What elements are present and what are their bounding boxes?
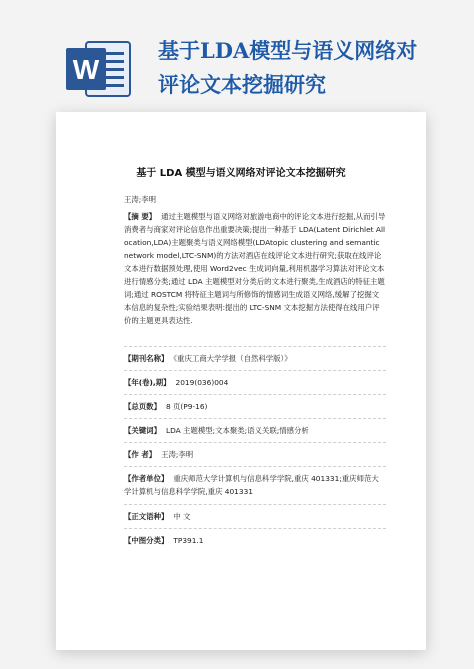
divider — [124, 346, 386, 347]
field-label: 【年(卷),期】 — [124, 378, 171, 387]
field-label: 【摘 要】 — [124, 212, 157, 221]
field-classification — [124, 534, 386, 547]
divider — [124, 504, 386, 505]
document-authors: 王涛;李明 — [124, 195, 157, 204]
divider — [124, 418, 386, 419]
document-title: 基于 LDA 模型与语义网络对评论文本挖掘研究 — [136, 168, 346, 179]
document-page — [56, 112, 426, 650]
word-icon-letter: W — [72, 54, 100, 85]
field-value: 王涛;李明 — [161, 450, 194, 459]
field-value: LDA 主题模型;文本聚类;语义关联;情感分析 — [165, 426, 309, 435]
divider — [124, 370, 386, 371]
field-label: 【中图分类】 — [124, 536, 169, 545]
field-year-volume — [124, 376, 386, 389]
field-label: 【期刊名称】 — [124, 354, 169, 363]
field-label: 【关键词】 — [124, 426, 161, 435]
field-value: 重庆师范大学计算机与信息科学学院,重庆 401331;重庆师范大学计算机与信息科学学院,重庆 401331 — [124, 474, 379, 496]
field-journal — [124, 352, 386, 365]
field-pages — [124, 400, 386, 413]
field-value: 2019(036)004 — [175, 378, 229, 387]
field-label: 【正文语种】 — [124, 512, 169, 521]
field-abstract — [124, 210, 386, 327]
field-label: 【作 者】 — [124, 450, 157, 459]
field-keywords — [124, 424, 386, 437]
header-banner — [0, 0, 474, 128]
field-language — [124, 510, 386, 523]
word-icon — [64, 38, 132, 100]
field-value: TP391.1 — [173, 536, 204, 545]
page-title-line-1: 基于LDA模型与语义网络对 — [158, 38, 418, 63]
page-title-line-2: 评论文本挖掘研究 — [158, 72, 326, 97]
divider — [124, 466, 386, 467]
field-label: 【作者单位】 — [124, 474, 169, 483]
field-affiliation — [124, 472, 386, 498]
field-author — [124, 448, 386, 461]
page-title — [158, 34, 458, 102]
field-value: 《重庆工商大学学报（自然科学版）》 — [173, 354, 292, 363]
divider — [124, 528, 386, 529]
field-label: 【总页数】 — [124, 402, 161, 411]
field-value: 通过主题模型与语义网络对旅游电商中的评论文本进行挖掘,从而引导消费者与商家对评论信息作出重要决策;提出一种基于 LDA(Latent Dirichlet Allocation,LDA)主题聚类与语义网络模型(LDAtopic clustering and semantic network model,LTC-SNM)的方法对酒店在线评论文本进行研究;获取在线评论文本进行数据预处理,使用 Word2vec 生成词向量,利用机器学习算法对评论文本进行情感分类;通过 LDA 主题模型对分类后的文本进行聚类,生成酒店的特征主题词;通过 ROSTCM 将特征主题词与所修饰的情感词生成语义网络,缓解了挖掘文本信息的复杂性;实验结果表明:提出的 LTC-SNM 文本挖掘方法使得在线用户评价的主题更具表达性. — [124, 212, 386, 325]
divider — [124, 442, 386, 443]
field-value: 8 页(P9-16) — [165, 402, 208, 411]
field-value: 中 文 — [173, 512, 191, 521]
divider — [124, 394, 386, 395]
